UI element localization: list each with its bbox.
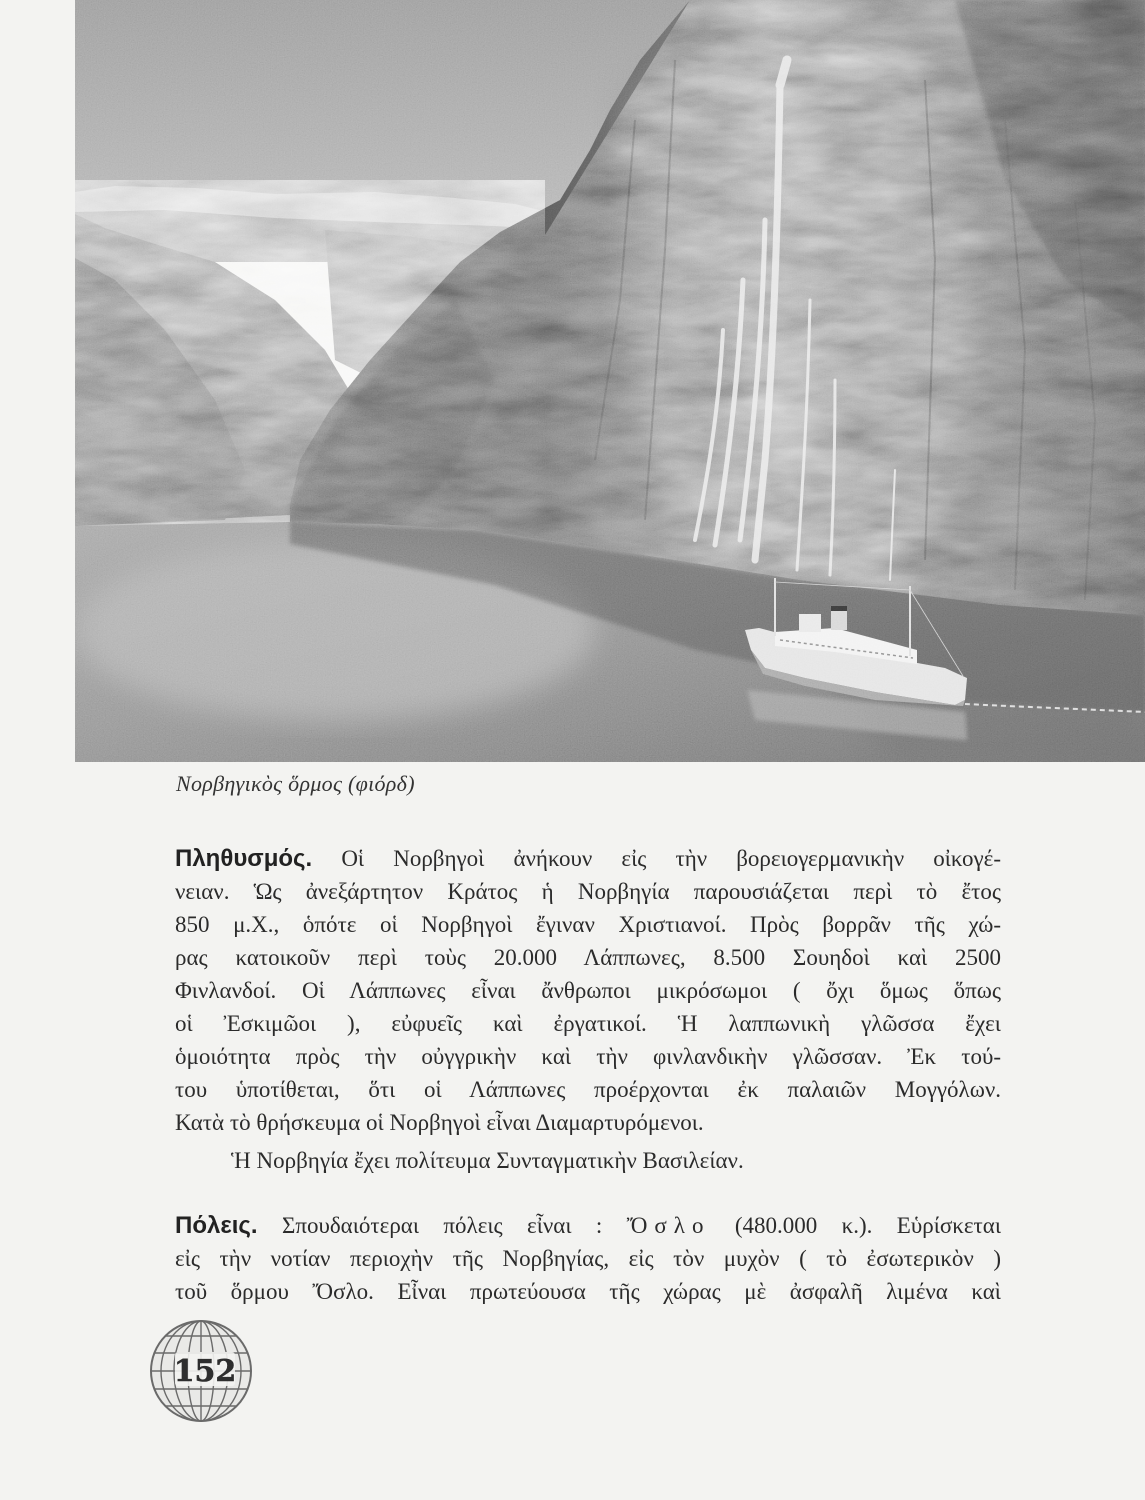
text-line: Κατὰ τὸ θρήσκευμα οἱ Νορβηγοὶ εἶναι Διαμαρτυρόμενοι. — [175, 1110, 704, 1135]
fjord-photo — [75, 0, 1145, 762]
population-section — [175, 842, 1001, 1177]
section-heading: Πληθυσμός. — [175, 845, 313, 872]
text-line — [175, 1209, 1001, 1242]
line-text: Οἱ Νορβηγοὶ ἀνήκουν εἰς τὴν βορειογερμανικὴν οἰκογέ- — [341, 846, 1001, 871]
text-line: ὁμοιότητα πρὸς τὴν οὐγγρικὴν καὶ τὴν φινλανδικὴν γλῶσσαν. Ἐκ τού- — [175, 1044, 1001, 1069]
section-heading: Πόλεις. — [175, 1212, 258, 1239]
government-note: Ἡ Νορβηγία ἔχει πολίτευμα Συνταγματικὴν Βασιλείαν. — [231, 1148, 744, 1173]
page-number-globe — [148, 1318, 254, 1424]
page-number: 152 — [173, 1354, 237, 1389]
text-line — [175, 842, 1001, 875]
cities-section — [175, 1209, 1001, 1308]
line-text: (480.000 κ.). Εὑρίσκεται — [734, 1213, 1002, 1238]
text-line: 850 μ.Χ., ὁπότε οἱ Νορβηγοὶ ἔγιναν Χριστιανοί. Πρὸς βορρᾶν τῆς χώ- — [175, 912, 1001, 937]
city-name: Ὄσλο — [626, 1213, 711, 1238]
text-line: οἱ Ἐσκιμῶοι ), εὐφυεῖς καὶ ἐργατικοί. Ἡ λαππωνικὴ γλῶσσα ἔχει — [175, 1011, 1001, 1036]
line-text: Σπουδαιότεραι πόλεις εἶναι : — [281, 1213, 603, 1238]
text-line: ρας κατοικοῦν περὶ τοὺς 20.000 Λάππωνες, 8.500 Σουηδοὶ καὶ 2500 — [175, 945, 1001, 970]
text-line: νειαν. Ὡς ἀνεξάρτητον Κράτος ἡ Νορβηγία παρουσιάζεται περὶ τὸ ἔτος — [175, 879, 1001, 904]
text-line: εἰς τὴν νοτίαν περιοχὴν τῆς Νορβηγίας, εἰς τὸν μυχὸν ( τὸ ἐσωτερικὸν ) — [175, 1246, 1001, 1271]
text-line: τοῦ ὅρμου Ὄσλο. Εἶναι πρωτεύουσα τῆς χώρας μὲ ἀσφαλῆ λιμένα καὶ — [175, 1279, 1001, 1304]
photo-caption: Νορβηγικὸς ὅρμος (φιόρδ) — [176, 771, 415, 796]
text-line: Φινλανδοί. Οἱ Λάππωνες εἶναι ἄνθρωποι μικρόσωμοι ( ὄχι ὅμως ὅπως — [175, 978, 1001, 1003]
text-line: του ὑποτίθεται, ὅτι οἱ Λάππωνες προέρχονται ἐκ παλαιῶν Μογγόλων. — [175, 1077, 1001, 1102]
